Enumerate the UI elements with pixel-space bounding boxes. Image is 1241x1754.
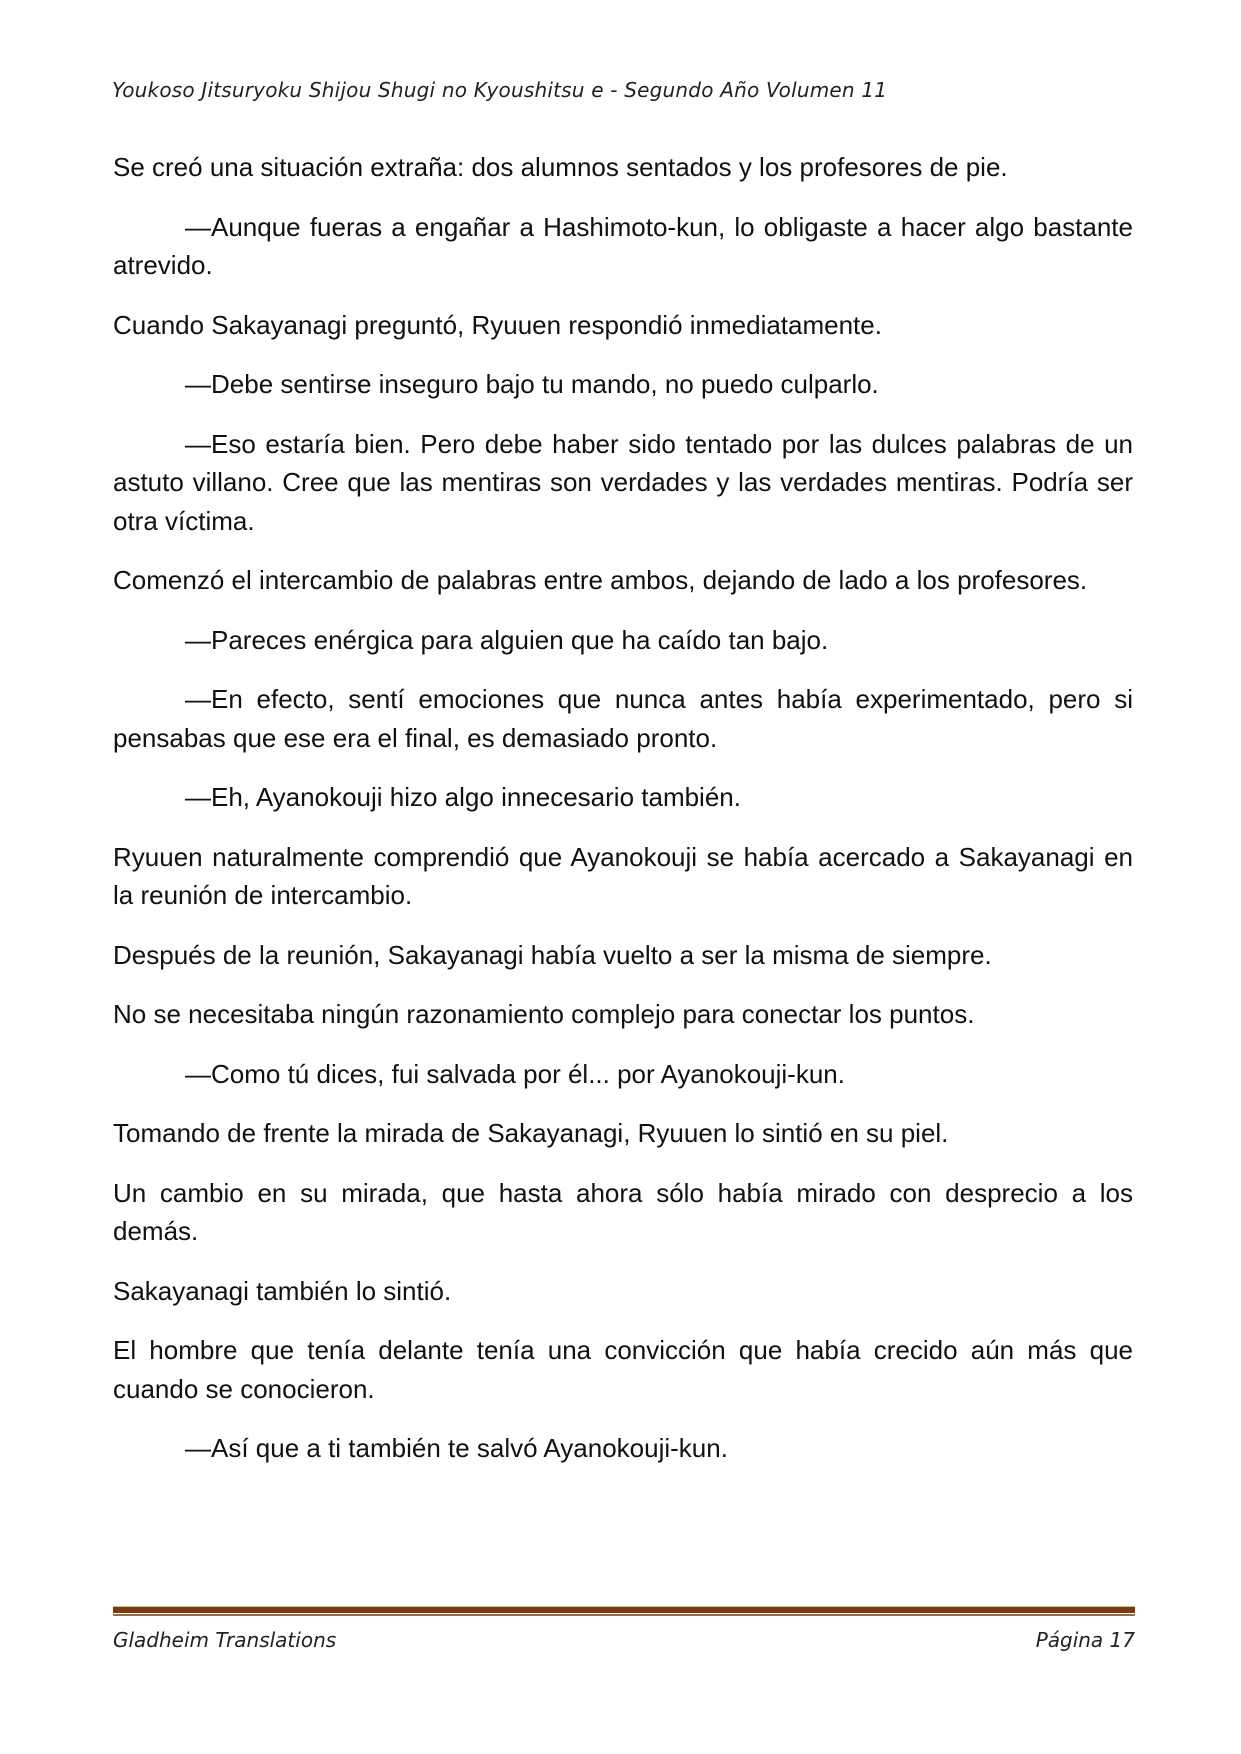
paragraph: Un cambio en su mirada, que hasta ahora sólo había mirado con desprecio a los demás. xyxy=(113,1177,1133,1246)
paragraph: Comenzó el intercambio de palabras entre ambos, dejando de lado a los profesores. xyxy=(113,565,1088,595)
dialog-paragraph: —Eso estaría bien. Pero debe haber sido tentado por las dulces palabras de un astuto villano. Cree que las mentiras son verdades y las verdades mentiras. Podría ser otra víctima. xyxy=(113,428,1133,536)
paragraph: Cuando Sakayanagi preguntó, Ryuuen respondió inmediatamente. xyxy=(113,309,882,340)
paragraph: El hombre que tenía delante tenía una convicción que había crecido aún más que cuando se conocieron. xyxy=(113,1335,1133,1404)
running-header: Youkoso Jitsuryoku Shijou Shugi no Kyoushitsu e - Segundo Año Volumen 11 xyxy=(112,78,888,102)
dialog-paragraph: —Debe sentirse inseguro bajo tu mando, no puedo culparlo. xyxy=(185,369,879,399)
paragraph: No se necesitaba ningún razonamiento complejo para conectar los puntos. xyxy=(113,999,975,1029)
paragraph: Después de la reunión, Sakayanagi había vuelto a ser la misma de siempre. xyxy=(113,939,992,970)
paragraph: Sakayanagi también lo sintió. xyxy=(113,1275,452,1306)
page-number: Página 17 xyxy=(1035,1628,1135,1652)
footer-credit: Gladheim Translations xyxy=(113,1628,337,1652)
dialog-paragraph: —Eh, Ayanokouji hizo algo innecesario también. xyxy=(185,782,741,812)
dialog-paragraph: —En efecto, sentí emociones que nunca antes había experimentado, pero si pensabas que ese era el final, es demasiado pronto. xyxy=(113,684,1133,753)
paragraph: Ryuuen naturalmente comprendió que Ayanokouji se había acercado a Sakayanagi en la reunión de intercambio. xyxy=(113,841,1133,910)
footer-divider-thin xyxy=(113,1614,1135,1616)
dialog-paragraph: —Aunque fueras a engañar a Hashimoto-kun, lo obligaste a hacer algo bastante atrevido. xyxy=(113,211,1133,280)
dialog-paragraph: —Así que a ti también te salvó Ayanokouji-kun. xyxy=(185,1433,728,1463)
paragraph: Tomando de frente la mirada de Sakayanagi, Ryuuen lo sintió en su piel. xyxy=(113,1118,949,1148)
dialog-paragraph: —Pareces enérgica para alguien que ha caído tan bajo. xyxy=(185,624,829,655)
body-text xyxy=(113,148,1133,1489)
dialog-paragraph: —Como tú dices, fui salvada por él... por Ayanokouji-kun. xyxy=(185,1058,845,1089)
footer-divider xyxy=(113,1606,1135,1616)
paragraph: Se creó una situación extraña: dos alumnos sentados y los profesores de pie. xyxy=(113,152,1008,182)
footer-divider-thick xyxy=(113,1606,1135,1613)
